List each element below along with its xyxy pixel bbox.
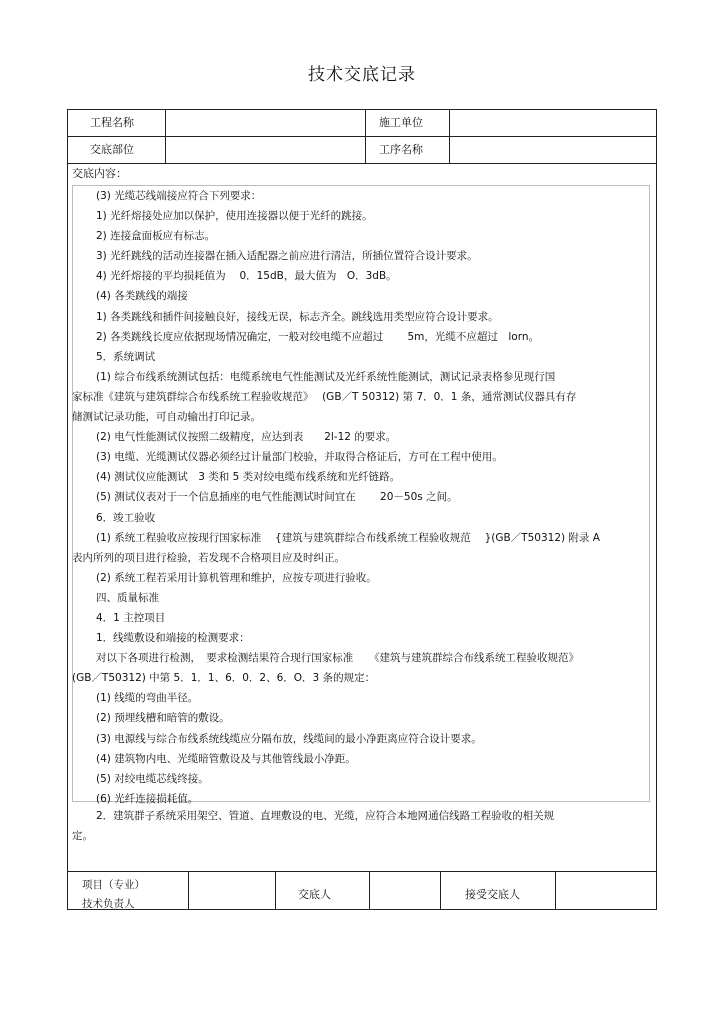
content-line: (5) 对绞电缆芯线终接。 [96, 772, 209, 785]
col-divider [555, 871, 556, 910]
col-divider [365, 110, 366, 163]
discloser-label: 交底人 [298, 888, 331, 901]
disclosure-part-label: 交底部位 [90, 143, 134, 156]
content-line: 3) 光纤跳线的活动连接器在插入适配器之前应进行清洁，所插位置符合设计要求。 [96, 250, 478, 263]
content-body [72, 186, 652, 809]
content-line: 2) 各类跳线长度应依据现场情况确定，一般对绞电缆不应超过 5m，光缆不应超过 lorn。 [96, 330, 539, 343]
content-label: 交底内容： [72, 167, 127, 180]
content-line: (3) 光缆芯线端接应符合下列要求： [96, 190, 262, 202]
receiver-label: 接受交底人 [465, 888, 520, 901]
page-title: 技术交底记录 [308, 65, 416, 85]
content-line: (GB／T50312) 中第 5．1．1、6．0．2、6．O．3 条的规定： [72, 672, 376, 685]
content-line: (6) 光纤连接损耗值。 [96, 792, 199, 805]
content-line: (4) 建筑物内电、光缆暗管敷设及与其他管线最小净距。 [96, 752, 356, 765]
content-line: 储测试记录功能，可自动输出打印记录。 [72, 411, 261, 424]
content-line: 四、质量标准 [96, 591, 159, 604]
col-divider [449, 110, 450, 163]
project-name-label: 工程名称 [90, 116, 134, 129]
content-line: 2) 连接盒面板应有标志。 [96, 230, 216, 243]
content-line: 定。 [72, 830, 93, 842]
content-line: 对以下各项进行检测， 要求检测结果符合现行国家标准 《建筑与建筑群综合布线系统工程验收规范》 [96, 652, 579, 665]
col-divider [188, 871, 189, 910]
content-line: (3) 电缆、光缆测试仪器必须经过计量部门校验，并取得合格证后，方可在工程中使用。 [96, 451, 503, 464]
col-divider [165, 110, 166, 163]
content-line: 2．建筑群子系统采用架空、管道、直埋敷设的电、光缆，应符合本地网通信线路工程验收的相关规 [96, 810, 555, 822]
col-divider [369, 871, 370, 910]
row-divider [68, 136, 656, 137]
content-line: (4) 测试仪应能测试 3 类和 5 类对绞电缆布线系统和光纤链路。 [96, 471, 401, 484]
content-line: (1) 综合布线系统测试包括：电缆系统电气性能测试及光纤系统性能测试，测试记录表格参见现行国 [96, 370, 556, 383]
content-tail [72, 806, 652, 846]
content-line: 5．系统调试 [96, 350, 156, 363]
content-line: 6．竣工验收 [96, 511, 156, 524]
content-line: 4．1 主控项目 [96, 611, 166, 624]
content-line: 1) 光纤熔接处应加以保护，使用连接器以便于光纤的跳接。 [96, 210, 373, 223]
construction-unit-label: 施工单位 [379, 116, 423, 129]
content-line: (2) 电气性能测试仪按照二级精度，应达到表 2l-12 的要求。 [96, 431, 397, 444]
process-name-label: 工序名称 [379, 143, 423, 156]
content-line: (4) 各类跳线的端接 [96, 290, 188, 303]
content-line: (2) 系统工程若采用计算机管理和维护，应按专项进行验收。 [96, 571, 377, 584]
row-divider [68, 163, 656, 164]
content-line: (5) 测试仪表对于一个信息插座的电气性能测试时间宜在 20－50s 之间。 [96, 491, 458, 504]
content-line: (2) 预埋线槽和暗管的敷设。 [96, 712, 230, 725]
content-line: 表内所列的项目进行检验，若发现不合格项目应及时纠正。 [72, 551, 345, 564]
tech-lead-label-line-2: 技术负责人 [82, 898, 135, 910]
content-line: 家标准《建筑与建筑群综合布线系统工程验收规范》 (GB／T 50312) 第 7．0．1 条，通常测试仪器具有存 [72, 390, 577, 403]
tech-lead-label [82, 878, 145, 911]
content-line: (3) 电源线与综合布线系统线缆应分隔布放，线缆间的最小净距离应符合设计要求。 [96, 732, 482, 745]
content-line: 1) 各类跳线和插件间接触良好，接线无误，标志齐全。跳线选用类型应符合设计要求。 [96, 310, 499, 323]
tech-lead-label-line-1: 项目（专业） [82, 879, 145, 891]
col-divider [440, 871, 441, 910]
col-divider [275, 871, 276, 910]
content-line: 1．线缆敷设和端接的检测要求： [96, 632, 250, 645]
content-line: (1) 系统工程验收应按现行国家标准 {建筑与建筑群综合布线系统工程验收规范 }(GB／T50312) 附录 A [96, 531, 600, 544]
content-line: (1) 线缆的弯曲半径。 [96, 692, 199, 705]
row-divider [68, 871, 656, 872]
content-line: 4) 光纤熔接的平均损耗值为 0．15dB，最大值为 O．3dB。 [96, 270, 397, 283]
